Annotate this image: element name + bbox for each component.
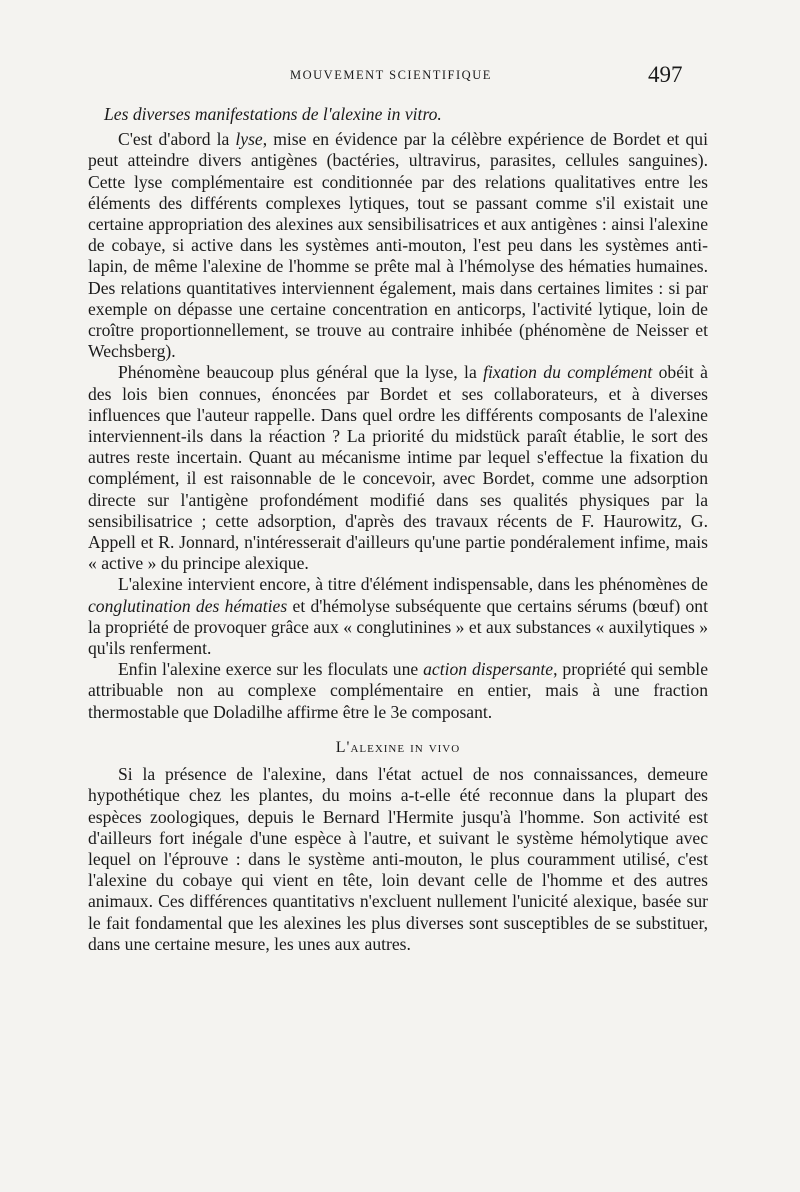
- section-title-in-vitro: Les diverses manifestations de l'alexine in vitro.: [104, 104, 442, 124]
- running-head: MOUVEMENT SCIENTIFIQUE: [290, 68, 492, 82]
- paragraph-dispersante: [88, 659, 708, 723]
- text-run: obéit à des lois bien connues, énoncées par Bordet et ses collaborateurs, et à diverses influences que l'auteur rappelle. Dans quel ordre les différents composants de l'alexine interviennent-ils dans la réaction ? La priorité du midstück paraît établie, le sort des autres reste incertain. Quant au mécanisme intime par lequel s'effectue la fixation du complément, il est raisonnable de le concevoir, avec Bordet, comme une adsorption directe sur l'antigène profondément modifié dans ses qualités physiques par la sensibilisatrice ; cette adsorption, d'après des travaux récents de F. Haurowitz, G. Appell et R. Jonnard, n'intéresserait d'ailleurs qu'une partie pondéralement infime, mais « active » du principe alexique.: [88, 362, 708, 574]
- paragraph-fixation: [88, 362, 708, 574]
- text-run: Enfin l'alexine exerce sur les floculats une: [118, 659, 424, 680]
- text-run: C'est d'abord la: [118, 129, 236, 150]
- text-run: L'alexine intervient encore, à titre d'élément indispensable, dans les phénomènes de: [118, 574, 708, 595]
- text-run: Phénomène beaucoup plus général que la lyse, la: [118, 362, 484, 383]
- emphasis-fixation: fixation du complément: [483, 362, 653, 383]
- paragraph-conglutination: [88, 574, 708, 659]
- text-run: et d'hémolyse subséquente que certains sérums (bœuf) ont la propriété de provoquer grâce aux « conglutinines » et aux substances « auxilytiques » qu'ils renferment.: [88, 595, 708, 659]
- page-number: 497: [648, 62, 683, 87]
- emphasis-dispersante: action dispersante: [423, 659, 554, 680]
- emphasis-conglutination: conglutination des hématies: [88, 595, 288, 616]
- emphasis-lyse: lyse: [235, 129, 263, 150]
- paragraph-lyse: [88, 129, 708, 362]
- text-run: , mise en évidence par la célèbre expérience de Bordet et qui peut atteindre divers antigènes (bactéries, ultravirus, parasites, cellules sanguines). Cette lyse complémentaire est conditionnée par des relations qualitatives entre les éléments des différents complexes lytiques, tout se passant comme s'il existait une certaine appropriation des alexines aux sensibilisatrices et aux antigènes : ainsi l'alexine de cobaye, si active dans les systèmes anti-mouton, l'est peu dans les systèmes anti-lapin, de même l'alexine de l'homme se prête mal à l'hémolyse des hématies humaines. Des relations quantitatives interviennent également, mais dans certaines limites : si par exemple on dépasse une certaine concentration en anticorps, l'activité lytique, loin de croître proportionnellement, se trouve au contraire inhibée (phénomène de Neisser et Wechsberg).: [88, 129, 708, 362]
- section-title-in-vivo: L'alexine in vivo: [335, 738, 461, 756]
- paragraph-in-vivo: Si la présence de l'alexine, dans l'état actuel de nos connaissances, demeure hypothétique chez les plantes, du moins a-t-elle été reconnue dans la plupart des espèces zoologiques, depuis le Bernard l'Hermite jusqu'à l'homme. Son activité est d'ailleurs fort inégale d'une espèce à l'autre, et suivant le système hémolytique avec lequel on l'éprouve : dans le système anti-mouton, le plus couramment utilisé, c'est l'alexine du cobaye qui vient en tête, loin devant celle de l'homme et des autres animaux. Ces différences quantitativs n'excluent nullement l'unicité alexique, basée sur le fait fondamental que les alexines les plus diverses sont susceptibles de se substituer, dans une certaine mesure, les unes aux autres.: [88, 764, 708, 954]
- body-text: [88, 104, 708, 955]
- text-run: , propriété qui semble attribuable non au complexe complémentaire en entier, mais à une fraction thermostable que Doladilhe affirme être le 3e composant.: [88, 659, 709, 722]
